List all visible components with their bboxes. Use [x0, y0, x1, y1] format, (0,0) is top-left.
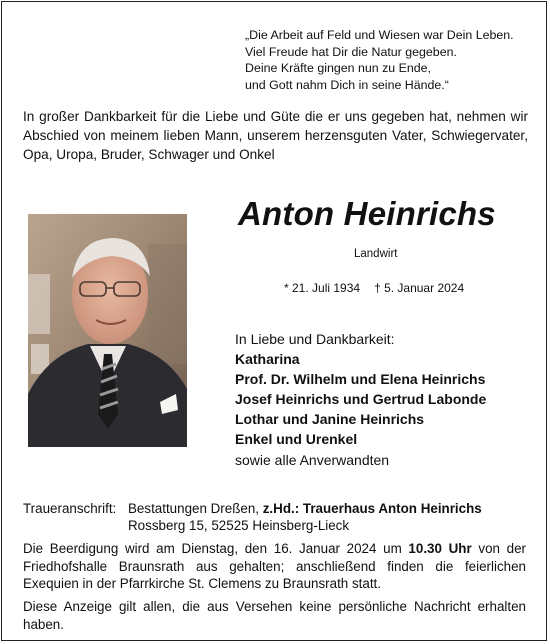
deceased-occupation: Landwirt	[354, 248, 398, 260]
mourners-list	[235, 329, 486, 470]
poem-quote	[245, 27, 514, 93]
poem-line: „Die Arbeit auf Feld und Wiesen war Dein Leben.	[245, 28, 514, 42]
mourner-name: Prof. Dr. Wilhelm und Elena Heinrichs	[235, 371, 486, 388]
mourner-name: Katharina	[235, 351, 300, 368]
mourners-closing: sowie alle Anverwandten	[235, 451, 390, 468]
mourners-heading: In Liebe und Dankbarkeit:	[235, 331, 395, 347]
portrait-image	[28, 214, 187, 447]
poem-line: und Gott nahm Dich in seine Hände.“	[245, 77, 449, 92]
poem-line: Viel Freude hat Dir die Natur gegeben.	[245, 44, 457, 59]
address-line2: Rossberg 15, 52525 Heinsberg-Lieck	[128, 518, 350, 533]
funeral-text-after: von der Friedhofshalle Braunsrath aus gehalten; anschließend finden die feierlichen Exequien in der Pfarrkirche St. Clemens zu Braunsrath statt.	[23, 541, 526, 591]
notice-note: Diese Anzeige gilt allen, die aus Versehen keine persönliche Nachricht erhalten haben.	[23, 599, 526, 632]
intro-text: In großer Dankbarkeit für die Liebe und Güte die er uns gegeben hat, nehmen wir Abschied von meinem lieben Mann, unserem herzensguten Vater, Schwiegervater, Opa, Uropa, Bruder, Schwager und Onkel	[23, 109, 528, 162]
mourning-address	[23, 500, 482, 534]
poem-line: Deine Kräfte gingen nun zu Ende,	[245, 61, 431, 75]
deceased-name: Anton Heinrichs	[238, 195, 496, 232]
address-line1-bold: z.Hd.: Trauerhaus Anton Heinrichs	[262, 501, 482, 516]
address-line1-plain: Bestattungen Dreßen,	[128, 501, 263, 516]
address-label: Traueranschrift:	[23, 501, 117, 516]
death-date: † 5. Januar 2024	[374, 281, 465, 295]
birth-date: * 21. Juli 1934	[284, 281, 361, 295]
funeral-info	[23, 540, 526, 593]
mourner-name: Josef Heinrichs und Gertrud Labonde	[235, 391, 487, 408]
life-dates	[284, 281, 478, 295]
funeral-text-before: Die Beerdigung wird am Dienstag, den 16. Januar 2024 um	[23, 541, 409, 556]
funeral-time: 10.30 Uhr	[408, 541, 472, 556]
portrait-photo	[28, 214, 187, 447]
mourner-name: Enkel und Urenkel	[235, 431, 358, 448]
mourner-name: Lothar und Janine Heinrichs	[235, 411, 425, 428]
